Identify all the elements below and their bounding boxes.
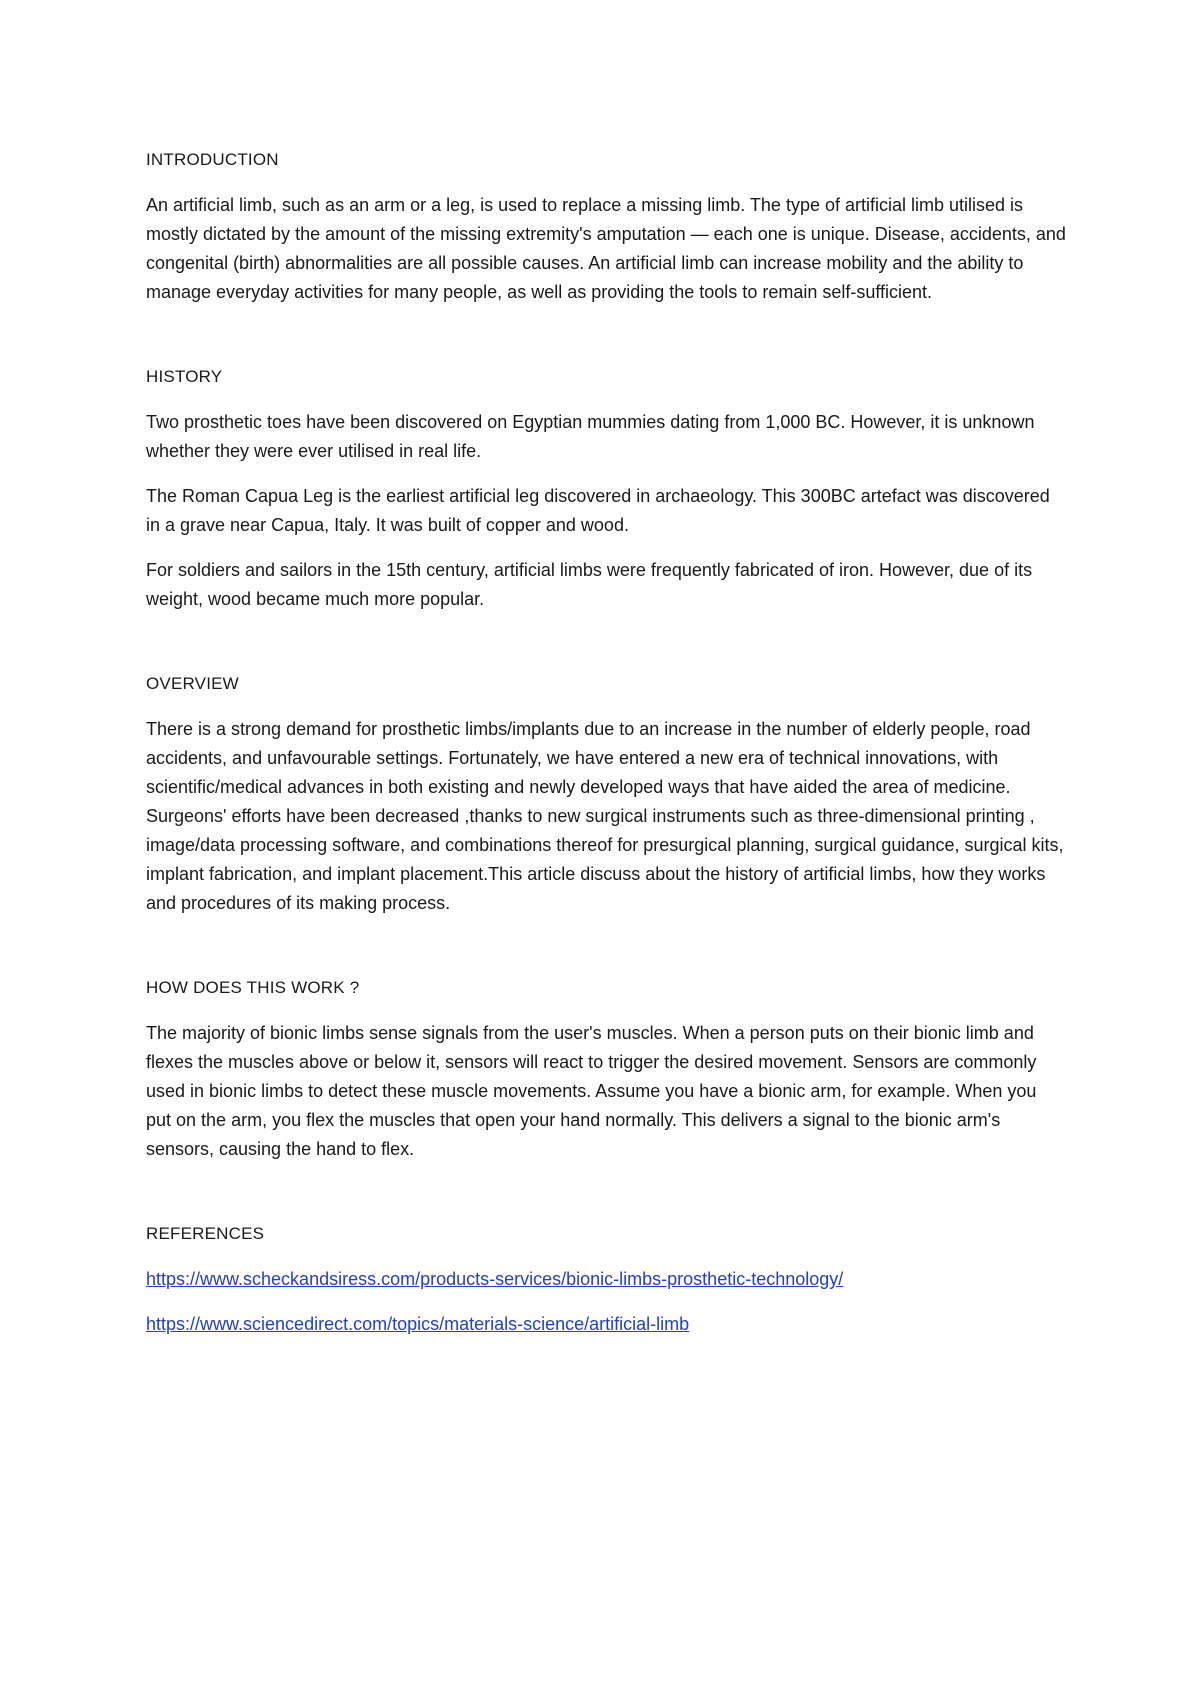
references-section <box>146 1222 1066 1339</box>
history-paragraph-15th-century: For soldiers and sailors in the 15th century, artificial limbs were frequently fabricated of iron. However, due of its weight, wood became much more popular. <box>146 560 1033 609</box>
history-heading: HISTORY <box>146 367 223 386</box>
introduction-section <box>146 148 1066 307</box>
introduction-heading: INTRODUCTION <box>146 150 279 169</box>
history-section <box>146 365 1066 614</box>
references-heading: REFERENCES <box>146 1224 265 1243</box>
how-it-works-paragraph: The majority of bionic limbs sense signals from the user's muscles. When a person puts on their bionic limb and flexes the muscles above or below it, sensors will react to trigger the desired movement. Sensors are commonly used in bionic limbs to detect these muscle movements. Assume you have a bionic arm, for example. When you put on the arm, you flex the muscles that open your hand normally. This delivers a signal to the bionic arm's sensors, causing the hand to flex. <box>146 1023 1037 1159</box>
how-it-works-section <box>146 976 1066 1164</box>
reference-link-sciencedirect[interactable]: https://www.sciencedirect.com/topics/materials-science/artificial-limb <box>146 1314 690 1334</box>
history-paragraph-egypt: Two prosthetic toes have been discovered on Egyptian mummies dating from 1,000 BC. However, it is unknown whether they were ever utilised in real life. <box>146 412 1035 461</box>
history-paragraph-capua: The Roman Capua Leg is the earliest artificial leg discovered in archaeology. This 300BC artefact was discovered in a grave near Capua, Italy. It was built of copper and wood. <box>146 486 1050 535</box>
overview-section <box>146 672 1066 918</box>
document-body <box>146 148 1066 1339</box>
overview-heading: OVERVIEW <box>146 674 239 693</box>
introduction-paragraph: An artificial limb, such as an arm or a leg, is used to replace a missing limb. The type of artificial limb utilised is mostly dictated by the amount of the missing extremity's amputation — each one is unique. Disease, accidents, and congenital (birth) abnormalities are all possible causes. An artificial limb can increase mobility and the ability to manage everyday activities for many people, as well as providing the tools to remain self-sufficient. <box>146 195 1066 302</box>
reference-link-scheckandsiress[interactable]: https://www.scheckandsiress.com/products-services/bionic-limbs-prosthetic-technology/ <box>146 1269 844 1289</box>
how-it-works-heading: HOW DOES THIS WORK ? <box>146 978 360 997</box>
overview-paragraph: There is a strong demand for prosthetic limbs/implants due to an increase in the number of elderly people, road accidents, and unfavourable settings. Fortunately, we have entered a new era of technical innovations, with scientific/medical advances in both existing and newly developed ways that have aided the area of medicine. Surgeons' efforts have been decreased ,thanks to new surgical instruments such as three-dimensional printing , image/data processing software, and combinations thereof for presurgical planning, surgical guidance, surgical kits, implant fabrication, and implant placement.This article discuss about the history of artificial limbs, how they works and procedures of its making process. <box>146 719 1064 913</box>
